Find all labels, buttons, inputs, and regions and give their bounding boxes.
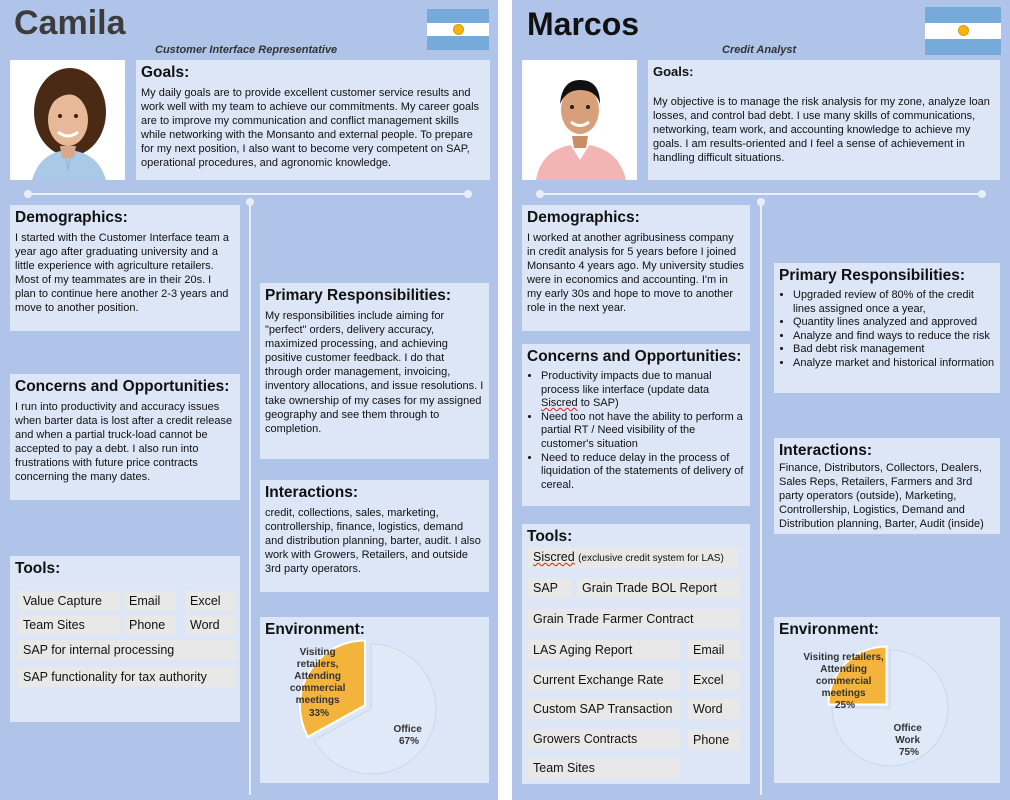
- tool-excel: Excel: [185, 591, 236, 611]
- divider-line: [249, 200, 251, 795]
- interactions-heading: Interactions:: [265, 484, 359, 501]
- tool-siscred: [528, 547, 738, 569]
- pie-label-visiting: Visiting retailers, Attending commercial meetings 33%: [289, 647, 346, 719]
- divider-line: [28, 193, 468, 195]
- tool-custom-sap: Custom SAP Transaction: [528, 699, 680, 719]
- tool-growers-contracts: Growers Contracts: [528, 729, 680, 749]
- responsibilities-section: [774, 263, 1000, 393]
- concern-item: • Need too not have the ability to perform a partial RT / Need visibility of the customer's situation: [541, 411, 745, 452]
- interactions-section: [774, 438, 1000, 534]
- tool-team-sites: Team Sites: [528, 758, 680, 778]
- concerns-text: I run into productivity and accuracy issues when barter data is lost after a credit release and when a partial truck-load cannot be accepted to pay a debt. I also run into frustrations with future price contracts concerning the many dates.: [15, 401, 233, 484]
- goals-text: My objective is to manage the risk analysis for my zone, analyze loan losses, and control bad debt. I use many skills of communications, networking, team work, and accounting knowledge to achieve my goals. I am results-oriented and I feel a sense of achievement in handling difficult situations.: [653, 96, 990, 165]
- goals-section: [648, 60, 1000, 180]
- tool-grain-trade-farmer: Grain Trade Farmer Contract: [528, 609, 739, 629]
- responsibilities-text: My responsibilities include aiming for "perfect" orders, delivery accuracy, maximized processing, and achieving positive customer feedback. I do that through order management, invoicing, inventory allocations, and issue resolutions. I take ownership of my cases for my assigned geography and see them through to completion.: [265, 310, 484, 435]
- tool-las-aging: LAS Aging Report: [528, 640, 680, 660]
- responsibilities-heading: Primary Responsibilities:: [265, 287, 452, 304]
- interactions-section: [260, 480, 489, 592]
- tool-value-capture: Value Capture: [18, 591, 120, 611]
- persona-panel-camila: [0, 0, 498, 800]
- environment-pie-chart: [260, 617, 489, 783]
- tool-sap-tax: SAP functionality for tax authority: [18, 667, 236, 687]
- argentina-flag-icon: [427, 9, 489, 50]
- tools-heading: Tools:: [15, 560, 61, 577]
- persona-photo: [10, 60, 125, 180]
- divider-line: [540, 193, 982, 195]
- environment-heading: Environment:: [779, 621, 879, 638]
- responsibilities-section: [260, 283, 489, 459]
- demographics-section: [10, 205, 240, 331]
- interactions-heading: Interactions:: [779, 442, 873, 459]
- persona-panel-marcos: [512, 0, 1010, 800]
- tool-excel: Excel: [688, 670, 739, 690]
- interactions-text: Finance, Distributors, Collectors, Dealers, Sales Reps, Retailers, Farmers and 3rd party operators (outside), Marketing, Controllership, Logistics, Demand and Distribution planning, Barter, Audit (inside): [779, 462, 984, 531]
- divider-line: [760, 200, 762, 795]
- tool-phone: Phone: [124, 615, 176, 635]
- concerns-heading: Concerns and Opportunities:: [527, 348, 742, 365]
- persona-role: Credit Analyst: [722, 44, 797, 56]
- responsibility-item: • Bad debt risk management: [793, 343, 995, 357]
- goals-text: My daily goals are to provide excellent customer service results and work well with my team to achieve our commitments. My career goals are to improve my communication and conflict management skills while networking with the Monsanto and external people. To prepare for my next position, I also want to become very competent on SAP, operational procedures, and agronomic knowledge.: [141, 87, 480, 170]
- tools-heading: Tools:: [527, 528, 573, 545]
- pie-label-office-work: Office Work 75%: [893, 723, 922, 758]
- responsibility-item: • Quantity lines analyzed and approved: [793, 316, 995, 330]
- demographics-heading: Demographics:: [15, 209, 128, 226]
- argentina-flag-icon: [925, 7, 1001, 55]
- environment-pie-chart: [774, 617, 1000, 783]
- responsibility-item: • Upgraded review of 80% of the credit lines assigned once a year,: [793, 289, 995, 316]
- tool-sap-internal: SAP for internal processing: [18, 640, 236, 660]
- goals-heading: Goals:: [653, 64, 694, 79]
- divider-dot: [978, 190, 986, 198]
- persona-role: Customer Interface Representative: [155, 44, 338, 56]
- pie-label-office: Office 67%: [393, 724, 422, 747]
- tool-team-sites: Team Sites: [18, 615, 120, 635]
- interactions-text: credit, collections, sales, marketing, controllership, finance, logistics, demand and distribution planning, barter, audit. I also work with Growers, Retailers, and outside 3rd party operators.: [265, 507, 481, 576]
- environment-heading: Environment:: [265, 621, 365, 638]
- concern-item: • Need to reduce delay in the process of liquidation of the statements of delivery of cereal.: [541, 452, 745, 493]
- responsibility-item: • Analyze market and historical information: [793, 357, 995, 371]
- demographics-text: I worked at another agribusiness company in credit analysis for 5 years before I joined Monsanto 4 years ago. My university studies were in economics and accounting. I'm in my early 30s and hope to move to another role in the next year.: [527, 232, 745, 315]
- demographics-heading: Demographics:: [527, 209, 640, 226]
- persona-photo: [522, 60, 637, 180]
- tool-exchange-rate: Current Exchange Rate: [528, 670, 680, 690]
- responsibility-item: • Analyze and find ways to reduce the risk: [793, 330, 995, 344]
- demographics-section: [522, 205, 750, 331]
- tool-email: Email: [124, 591, 176, 611]
- divider-dot: [246, 198, 254, 206]
- tool-word: Word: [185, 615, 236, 635]
- pie-label-visiting: Visiting retailers, Attending commercial meetings 25%: [803, 652, 884, 711]
- concerns-section: [522, 344, 750, 506]
- concerns-heading: Concerns and Opportunities:: [15, 378, 230, 395]
- persona-name: Camila: [14, 4, 126, 42]
- concerns-section: [10, 374, 240, 500]
- goals-heading: Goals:: [141, 64, 190, 81]
- tool-sap: SAP: [528, 578, 572, 598]
- concern-item: • Productivity impacts due to manual process like interface (update data Siscred to SAP): [541, 370, 745, 411]
- tools-section: [10, 556, 240, 722]
- tool-siscred-name: Siscred: [533, 550, 575, 564]
- tool-email: Email: [688, 640, 739, 660]
- tool-phone: Phone: [688, 730, 739, 750]
- persona-name: Marcos: [527, 6, 640, 42]
- goals-section: [136, 60, 490, 180]
- responsibilities-heading: Primary Responsibilities:: [779, 267, 966, 284]
- divider-dot: [757, 198, 765, 206]
- demographics-text: I started with the Customer Interface team a year ago after graduating university and a little experience with agriculture retailers. Most of my teammates are in their 20s. I plan to continue here another 2-3 years and move to another position.: [15, 232, 229, 315]
- tool-word: Word: [688, 699, 739, 719]
- divider-dot: [24, 190, 32, 198]
- divider-dot: [536, 190, 544, 198]
- tool-grain-trade-bol: Grain Trade BOL Report: [577, 578, 739, 598]
- tool-siscred-note: (exclusive credit system for LAS): [578, 553, 724, 564]
- divider-dot: [464, 190, 472, 198]
